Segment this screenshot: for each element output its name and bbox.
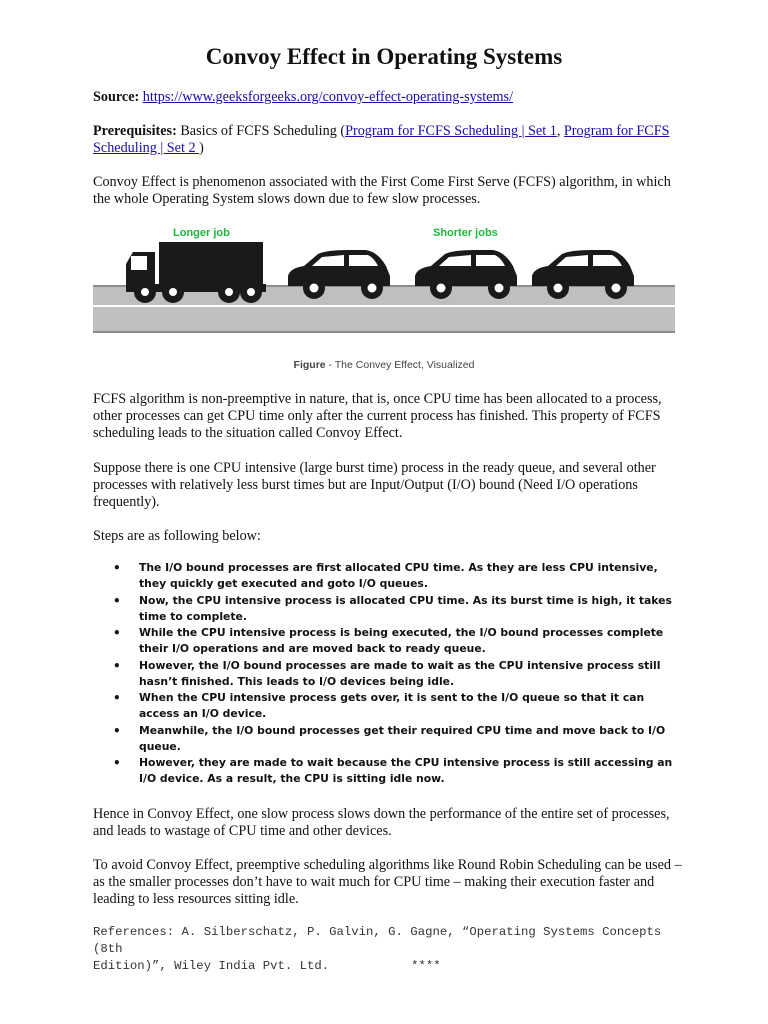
source-label: Source: <box>93 89 140 105</box>
steps-intro: Steps are as following below: <box>93 528 261 544</box>
paragraph-non-preemptive: FCFS algorithm is non-preemptive in nature, that is, once CPU time has been allocated to a process, other processes can get CPU time only after the current process has finished. This property of FCFS scheduling leads to the situation called Convoy Effect. <box>93 391 662 441</box>
paragraph-avoidance: To avoid Convoy Effect, preemptive scheduling algorithms like Round Robin Scheduling can be used – as the smaller processes don’t have to wait much for CPU time – making their execution faster and leading to less resources sitting idle. <box>93 857 682 907</box>
list-item: • When the CPU intensive process gets over, it is sent to the I/O queue so that it can access an I/O device. <box>113 690 683 723</box>
list-item: • Now, the CPU intensive process is allocated CPU time. As its burst time is high, it takes time to complete. <box>113 593 683 626</box>
prereq-link-set2[interactable]: Program for FCFS Scheduling | Set 2 <box>93 123 670 156</box>
list-item: • However, the I/O bound processes are made to wait as the CPU intensive process still hasn’t finished. This leads to I/O devices being idle. <box>113 658 683 691</box>
paragraph-conclusion: Hence in Convoy Effect, one slow process slows down the performance of the entire set of processes, and leads to wastage of CPU time and other devices. <box>93 806 670 839</box>
references <box>93 924 683 974</box>
prerequisites <box>93 123 683 157</box>
source-line <box>93 89 683 106</box>
label-shorter-jobs: Shorter jobs <box>433 227 498 239</box>
references-line-2-text: Edition)”, Wiley India Pvt. Ltd. <box>93 958 330 973</box>
prereq-separator: , <box>556 123 564 139</box>
list-item: • The I/O bound processes are first allocated CPU time. As they are less CPU intensive, they quickly get executed and goto I/O queues. <box>113 560 683 593</box>
intro-paragraph: Convoy Effect is phenomenon associated with the First Come First Serve (FCFS) algorithm, in which the whole Operating System slows down due to few slow processes. <box>93 174 671 207</box>
list-item: • While the CPU intensive process is being executed, the I/O bound processes complete their I/O operations and are moved back to ready queue. <box>113 625 683 658</box>
page-title: Convoy Effect in Operating Systems <box>205 44 563 69</box>
prereq-link-set1[interactable]: Program for FCFS Scheduling | Set 1 <box>345 123 557 139</box>
references-line-1: References: A. Silberschatz, P. Galvin, G. Gagne, “Operating Systems Concepts (8th <box>93 925 662 956</box>
prereq-end: ) <box>199 139 204 156</box>
paragraph-scenario: Suppose there is one CPU intensive (large burst time) process in the ready queue, and several other processes with relatively less burst times but are Input/Output (I/O) bound (Need I/O operations frequently). <box>93 460 656 510</box>
references-line-2 <box>93 958 683 975</box>
figure-caption-bold: Figure <box>293 359 326 371</box>
convoy-illustration <box>93 222 675 372</box>
list-item: • Meanwhile, the I/O bound processes get their required CPU time and move back to I/O queue. <box>113 723 683 756</box>
convoy-figure <box>93 222 675 372</box>
prereq-text: Basics of FCFS Scheduling ( <box>180 123 346 139</box>
figure-caption-rest: - The Convey Effect, Visualized <box>325 359 475 371</box>
steps-list <box>113 560 683 788</box>
end-marker: **** <box>411 958 441 973</box>
source-link[interactable]: https://www.geeksforgeeks.org/convoy-effect-operating-systems/ <box>142 89 514 105</box>
list-item: • However, they are made to wait because the CPU intensive process is still accessing an I/O device. As a result, the CPU is sitting idle now. <box>113 755 683 788</box>
prereq-label: Prerequisites: <box>93 123 177 139</box>
figure-caption <box>294 359 475 371</box>
label-longer-job: Longer job <box>173 227 230 239</box>
